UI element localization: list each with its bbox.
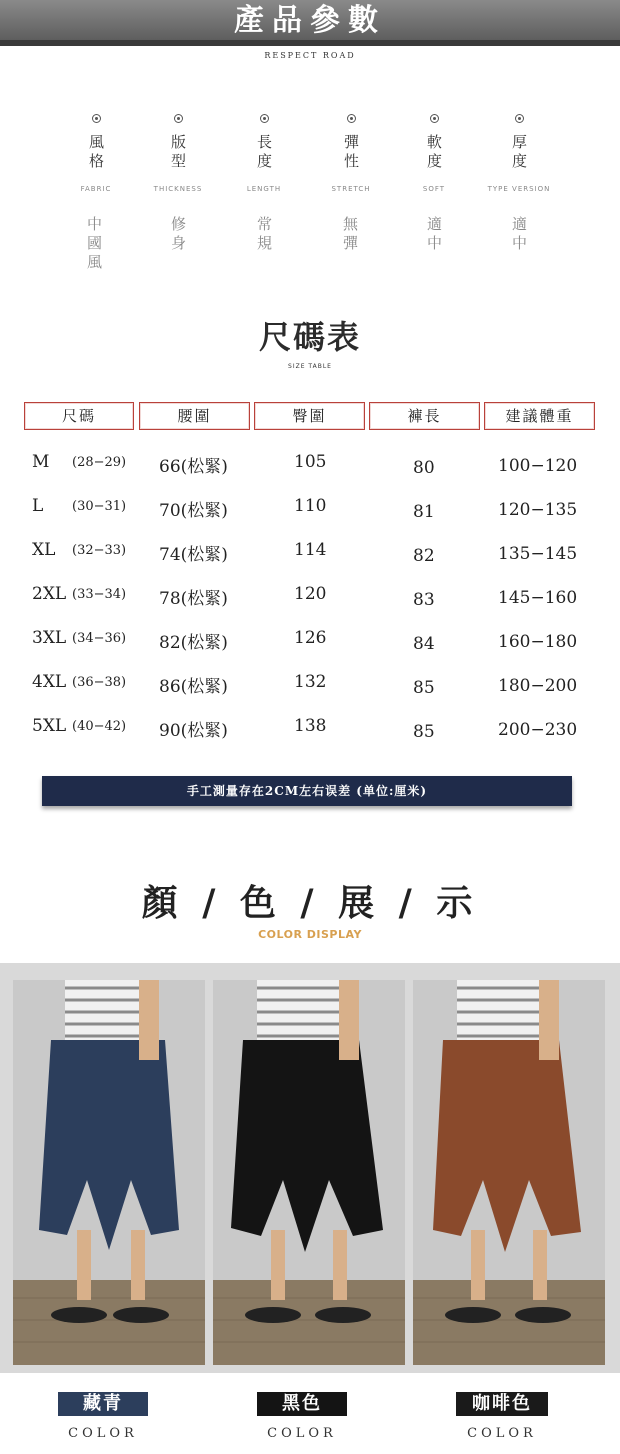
color-label-coffee: 咖啡色 — [456, 1392, 548, 1416]
color-sub-black: COLOR — [267, 1426, 337, 1441]
size-cell-length: 83 — [413, 590, 435, 610]
size-cell-weight: 160−180 — [498, 632, 578, 652]
size-cell-length: 85 — [413, 722, 435, 742]
header-length: 褲長 — [369, 402, 480, 430]
param-name: 厚度 — [510, 134, 528, 172]
color-display-subtitle: COLOR DISPLAY — [258, 928, 362, 941]
size-cell-weight: 100−120 — [498, 456, 578, 476]
bullet-icon — [260, 114, 269, 123]
size-cell-weight: 180−200 — [498, 676, 578, 696]
param-value: 常規 — [255, 216, 273, 254]
param-soft — [394, 108, 474, 193]
measurement-note: 手工測量存在2CM左右误差 (单位:厘米) — [42, 776, 572, 806]
param-value: 無彈 — [341, 216, 359, 254]
bullet-icon — [174, 114, 183, 123]
size-cell-size: 3XL — [32, 628, 67, 648]
size-cell-hip: 132 — [294, 672, 327, 692]
size-cell-size: L — [32, 496, 44, 516]
size-cell-size: 5XL — [32, 716, 67, 736]
size-cell-size: 2XL — [32, 584, 67, 604]
size-cell-range: (30−31) — [72, 499, 127, 514]
param-value: 修身 — [169, 216, 187, 254]
param-en: SOFT — [422, 185, 446, 193]
param-name: 版型 — [169, 134, 187, 172]
size-cell-waist: 70(松緊) — [159, 501, 228, 521]
size-cell-range: (28−29) — [72, 455, 127, 470]
color-display-title: 顏 / 色 / 展 / 示 — [141, 882, 479, 924]
size-cell-length: 84 — [413, 634, 435, 654]
param-value: 適中 — [510, 216, 528, 254]
size-cell-weight: 145−160 — [498, 588, 578, 608]
size-cell-length: 85 — [413, 678, 435, 698]
param-en: FABRIC — [80, 185, 112, 193]
param-name: 長度 — [255, 134, 273, 172]
size-cell-length: 82 — [413, 546, 435, 566]
product-photo-coffee — [413, 980, 605, 1365]
param-stretch — [311, 108, 391, 193]
size-cell-length: 81 — [413, 502, 435, 522]
header-waist: 腰圍 — [139, 402, 250, 430]
param-name: 風格 — [87, 134, 105, 172]
param-name: 軟度 — [425, 134, 443, 172]
size-cell-waist: 74(松緊) — [159, 545, 228, 565]
color-sub-navy: COLOR — [68, 1426, 138, 1441]
size-cell-waist: 90(松緊) — [159, 721, 228, 741]
size-table-title: 尺碼表 — [258, 318, 361, 356]
size-cell-range: (32−33) — [72, 543, 127, 558]
size-cell-size: XL — [32, 540, 56, 560]
param-value: 中國風 — [85, 216, 103, 273]
size-cell-length: 80 — [413, 458, 435, 478]
product-photo-navy — [13, 980, 205, 1365]
header-underline — [0, 40, 620, 46]
bullet-icon — [92, 114, 101, 123]
param-en: STRETCH — [331, 185, 371, 193]
size-cell-size: 4XL — [32, 672, 67, 692]
size-cell-range: (33−34) — [72, 587, 127, 602]
param-en: THICKNESS — [153, 185, 203, 193]
size-cell-size: M — [32, 452, 50, 472]
param-fabric — [56, 108, 136, 193]
page-subtitle: RESPECT ROAD — [264, 51, 356, 60]
size-cell-waist: 82(松緊) — [159, 633, 228, 653]
size-cell-range: (36−38) — [72, 675, 127, 690]
color-label-black: 黑色 — [257, 1392, 347, 1416]
page-title: 產品參數 — [234, 3, 386, 38]
param-name: 彈性 — [342, 134, 360, 172]
size-cell-range: (40−42) — [72, 719, 127, 734]
param-en: LENGTH — [246, 185, 282, 193]
bullet-icon — [430, 114, 439, 123]
color-label-navy: 藏青 — [58, 1392, 148, 1416]
size-cell-hip: 105 — [294, 452, 327, 472]
header-size: 尺碼 — [24, 402, 134, 430]
size-cell-weight: 200−230 — [498, 720, 578, 740]
param-en: TYPE VERSION — [487, 185, 551, 193]
bullet-icon — [347, 114, 356, 123]
color-sub-coffee: COLOR — [467, 1426, 537, 1441]
size-cell-waist: 78(松緊) — [159, 589, 228, 609]
param-length — [224, 108, 304, 193]
size-cell-hip: 138 — [294, 716, 327, 736]
param-thickness — [138, 108, 218, 193]
size-table-subtitle: SIZE TABLE — [288, 363, 332, 370]
size-cell-waist: 66(松緊) — [159, 457, 228, 477]
product-photo-black — [213, 980, 405, 1365]
size-cell-hip: 114 — [294, 540, 327, 560]
header-hip: 臀圍 — [254, 402, 365, 430]
param-value: 適中 — [425, 216, 443, 254]
size-cell-weight: 135−145 — [498, 544, 578, 564]
bullet-icon — [515, 114, 524, 123]
size-cell-hip: 120 — [294, 584, 327, 604]
size-cell-waist: 86(松緊) — [159, 677, 228, 697]
param-type-version — [479, 108, 559, 193]
size-cell-range: (34−36) — [72, 631, 127, 646]
header-weight: 建議體重 — [484, 402, 595, 430]
size-cell-hip: 126 — [294, 628, 327, 648]
size-cell-weight: 120−135 — [498, 500, 578, 520]
size-cell-hip: 110 — [294, 496, 327, 516]
